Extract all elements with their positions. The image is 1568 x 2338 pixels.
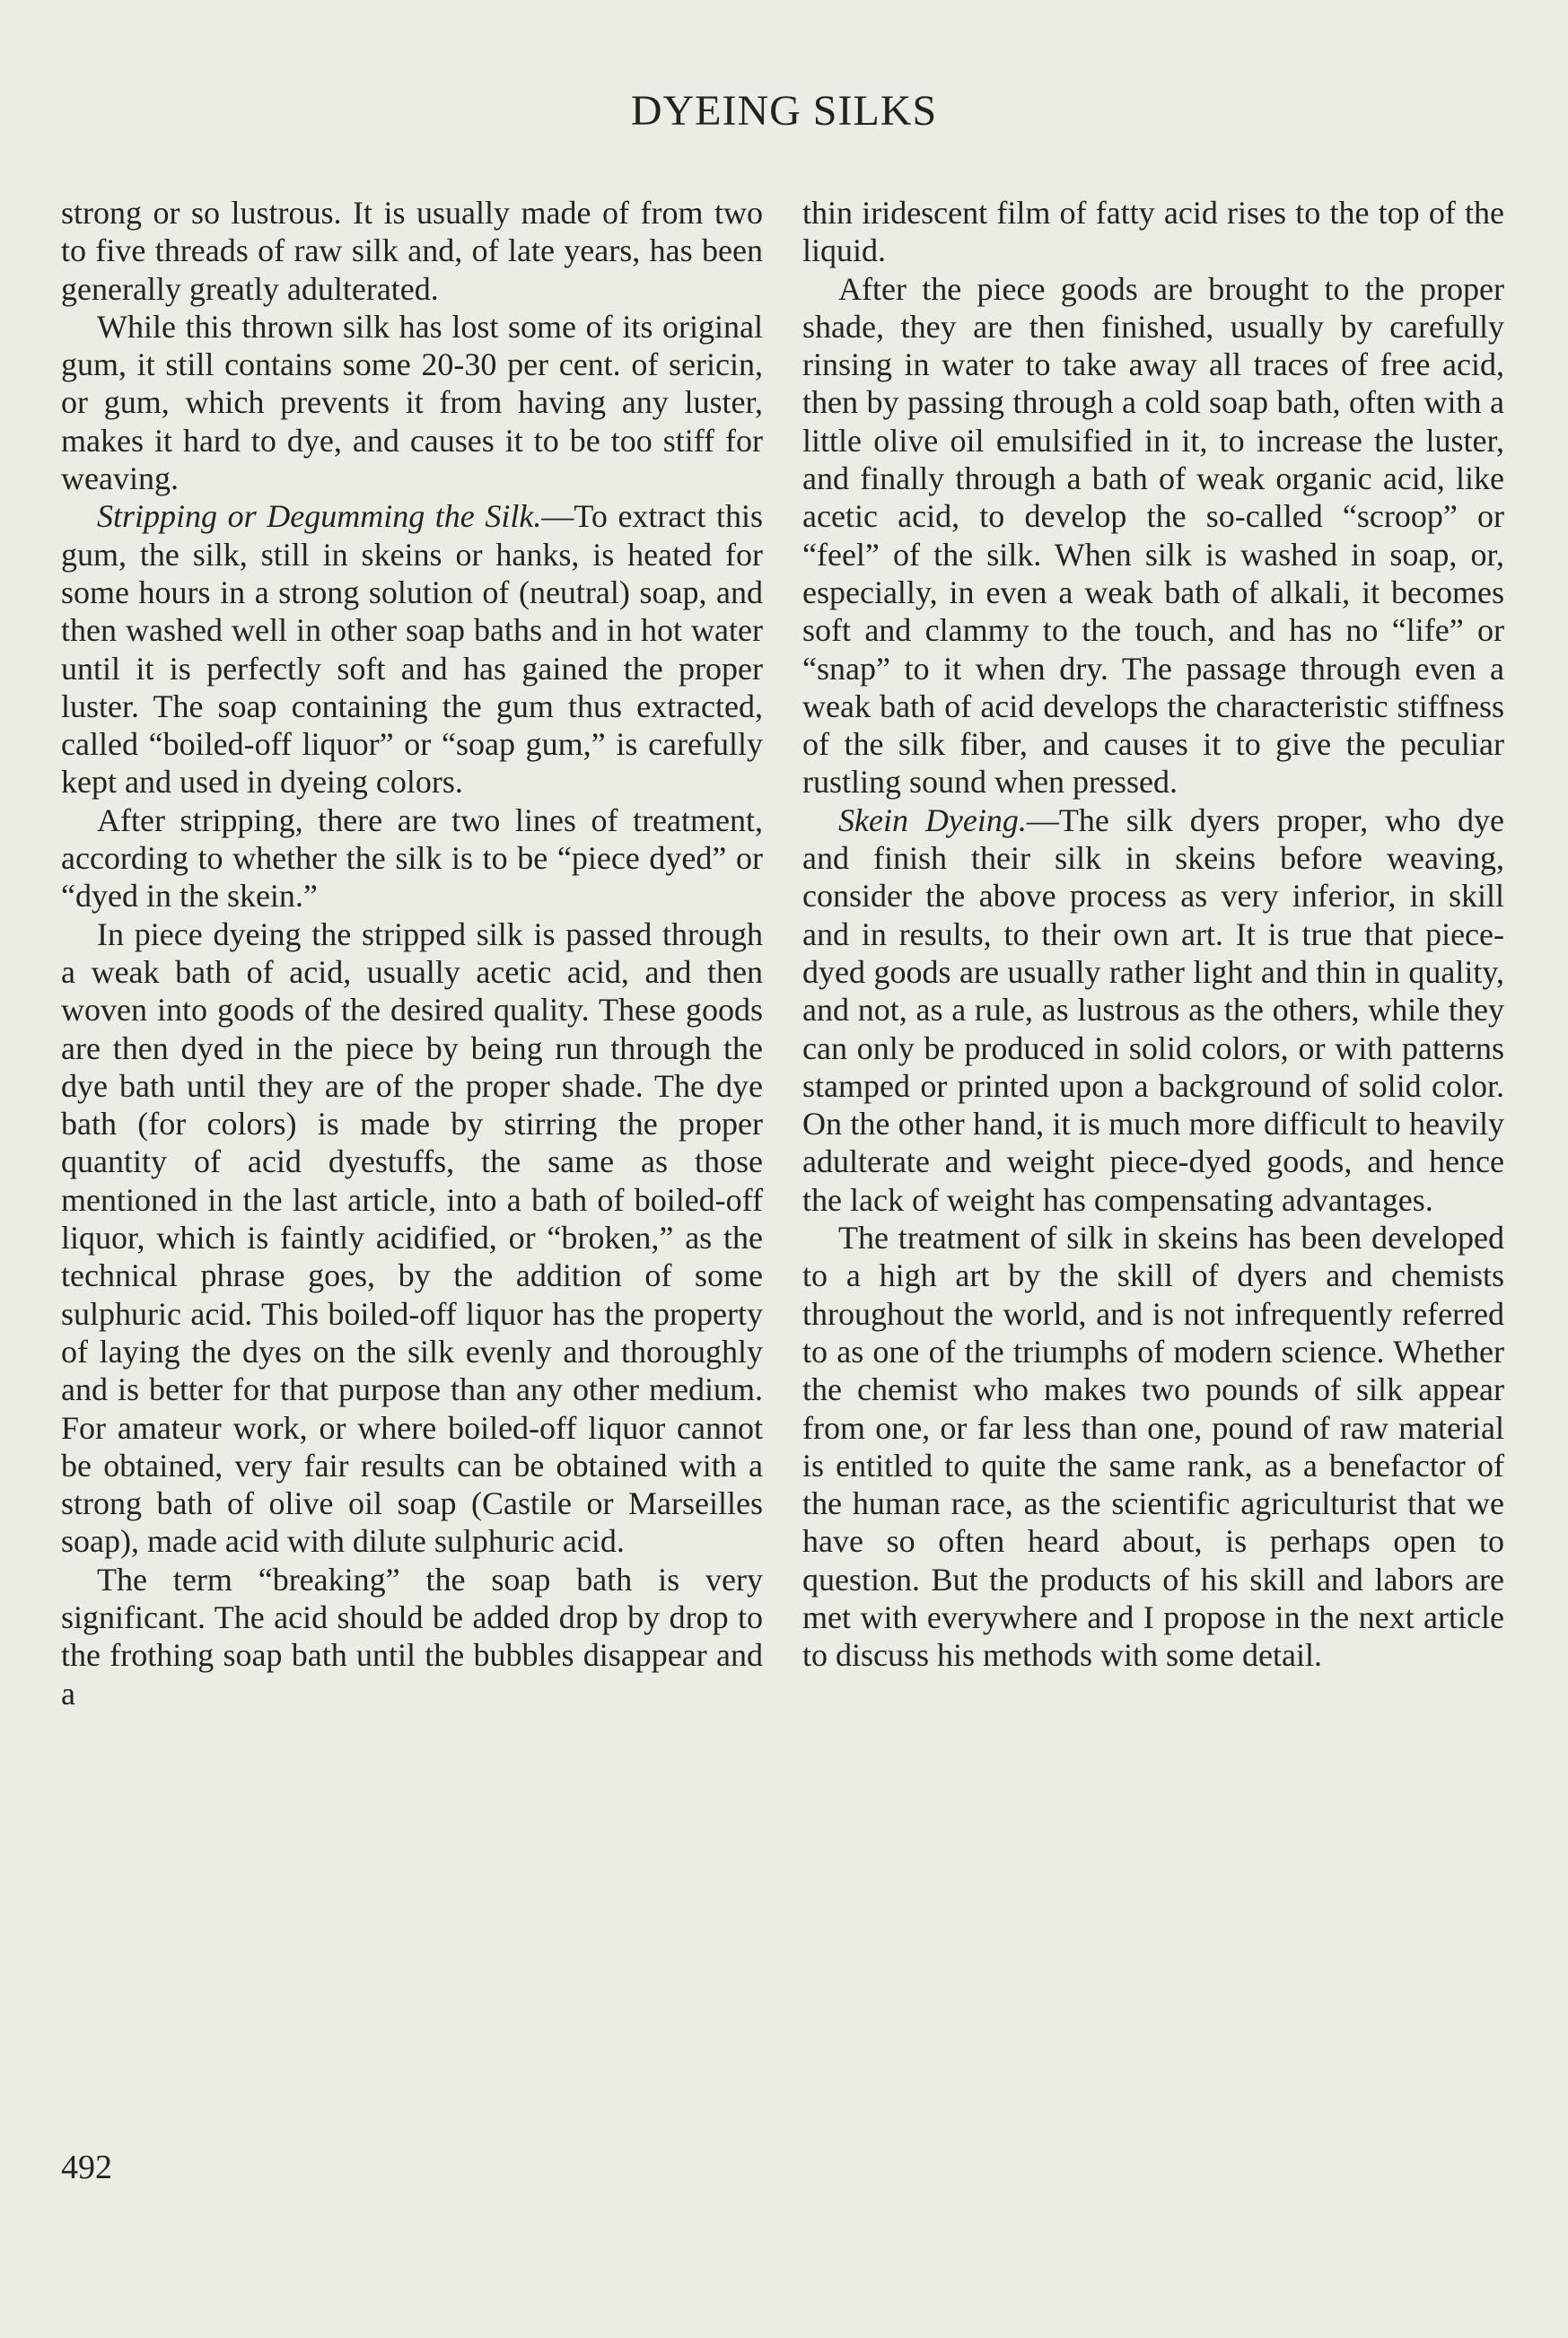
paragraph-finishing: After the piece goods are brought to the proper shade, they are then finished, usually by carefully rinsing in water to take away all traces of free acid, then by passing through a cold soap bath, often with a little olive oil emulsified in it, to increase the luster, and finally through a bath of weak organic acid, like acetic acid, to develop the so-called “scroop” or “feel” of the silk. When silk is washed in soap, or, especially, in even a weak bath of alkali, it becomes soft and clammy to the touch, and has no “life” or “snap” to it when dry. The passage through even a weak bath of acid develops the characteristic stiffness of the silk fiber, and causes it to give the peculiar rustling sound when pressed. [802, 270, 1504, 801]
paragraph-thrown-silk: While this thrown silk has lost some of its original gum, it still contains some 20-30 per cent. of sericin, or gum, which prevents it from having any luster, makes it hard to dye, and causes it to be too stiff for weaving. [61, 308, 763, 497]
running-title: DYEING SILKS [630, 87, 938, 135]
paragraph-breaking: The term “breaking” the soap bath is very significant. The acid should be added drop by drop to the frothing soap bath until the bubbles disappear and a [61, 1561, 763, 1712]
page-number: 492 [61, 2149, 112, 2186]
right-column [802, 194, 1504, 1675]
paragraph-after-stripping: After stripping, there are two lines of treatment, according to whether the silk is to be “piece dyed” or “dyed in the skein.” [61, 801, 763, 915]
paragraph-continued: strong or so lustrous. It is usually made of from two to five threads of raw silk and, of late years, has been generally greatly adulterated. [61, 195, 763, 307]
section-heading-stripping: Stripping or Degumming the Silk. [97, 498, 542, 535]
paragraph-treatment-in-skeins: The treatment of silk in skeins has been developed to a high art by the skill of dyers and chemists throughout the world, and is not infrequently referred to as one of the triumphs of modern science. Whether the chemist who makes two pounds of silk appear from one, or far less than one, pound of raw material is entitled to quite the same rank, as a benefactor of the human race, as the scientific agriculturist that we have so often heard about, is perhaps open to question. But the products of his skill and labors are met with everywhere and I propose in the next article to discuss his methods with some detail. [802, 1220, 1504, 1674]
paragraph-stripping-text: —To extract this gum, the silk, still in skeins or hanks, is heated for some hours in a strong solution of (neutral) soap, and then washed well in other soap baths and in hot water until it is perfectly soft and has gained the proper luster. The soap containing the gum thus extracted, called “boiled-off liquor” or “soap gum,” is carefully kept and used in dyeing colors. [61, 498, 763, 801]
paragraph-piece-dyeing: In piece dyeing the stripped silk is passed through a weak bath of acid, usually acetic acid, and then woven into goods of the desired quality. These goods are then dyed in the piece by being run through the dye bath until they are of the proper shade. The dye bath (for colors) is made by stirring the proper quantity of acid dyestuffs, the same as those mentioned in the last article, into a bath of boiled-off liquor, which is faintly acidified, or “broken,” as the technical phrase goes, by the addition of some sulphuric acid. This boiled-off liquor has the property of laying the dyes on the silk evenly and thoroughly and is better for that purpose than any other medium. For amateur work, or where boiled-off liquor cannot be obtained, very fair results can be obtained with a strong bath of olive oil soap (Castile or Marseilles soap), made acid with dilute sulphuric acid. [61, 915, 763, 1560]
paragraph-continued: thin iridescent film of fatty acid rises to the top of the liquid. [802, 195, 1504, 269]
paragraph-skein-dyeing-text: —The silk dyers proper, who dye and finish their silk in skeins before weaving, consider the above process as very inferior, in skill and in results, to their own art. It is true that piece-dyed goods are usually rather light and thin in quality, and not, as a rule, as lustrous as the others, while they can only be produced in solid colors, or with patterns stamped or printed upon a background of solid color. On the other hand, it is much more difficult to heavily adulterate and weight piece-dyed goods, and hence the lack of weight has compensating advantages. [802, 801, 1504, 1218]
section-heading-skein-dyeing: Skein Dyeing. [838, 801, 1027, 838]
left-column [61, 194, 763, 1712]
paragraph-stripping [61, 497, 763, 801]
paragraph-skein-dyeing [802, 801, 1504, 1219]
